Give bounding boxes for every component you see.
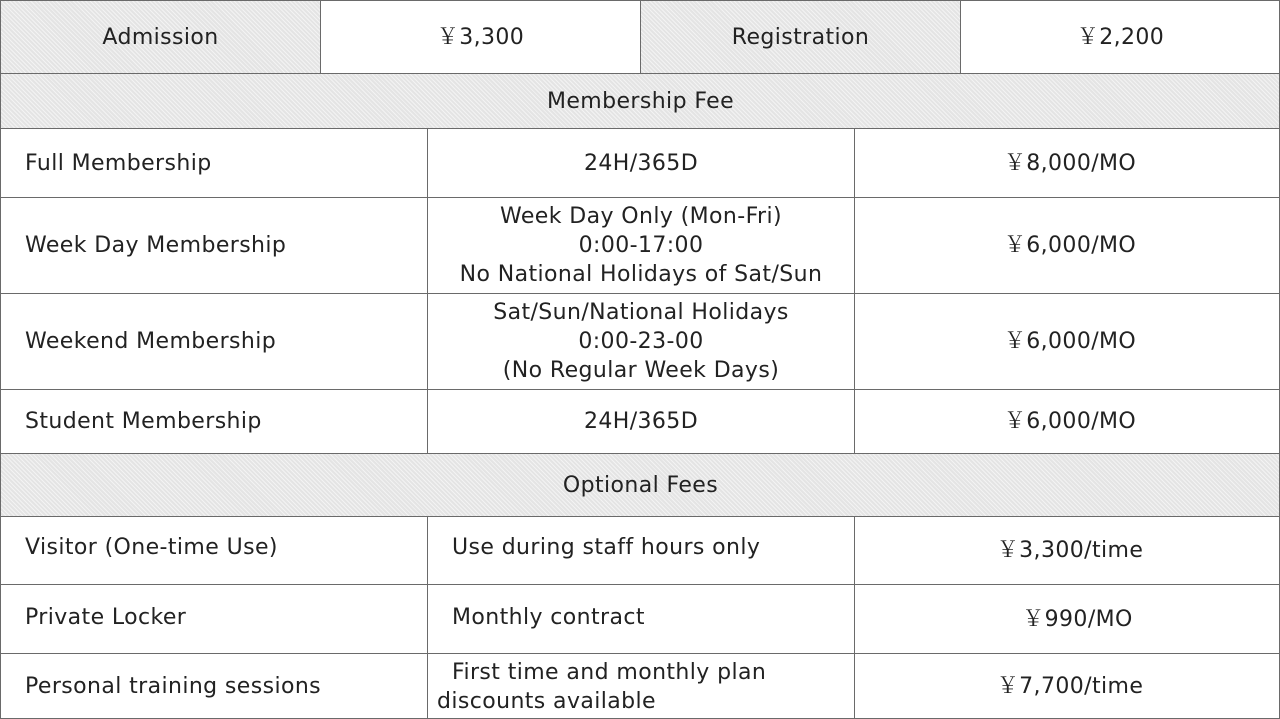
- admission-value: ￥3,300: [436, 25, 525, 50]
- registration-label-cell: [640, 0, 960, 74]
- option-name: Personal training sessions: [25, 674, 322, 699]
- detail-line: 24H/365D: [583, 409, 699, 434]
- table-row-visitor-price: [854, 516, 1280, 584]
- plan-price: ￥6,000/MO: [1003, 233, 1137, 258]
- table-row-weekend-membership-details: [427, 293, 854, 389]
- detail-line: No National Holidays of Sat/Sun: [459, 262, 823, 287]
- membership-fee-heading: Membership Fee: [546, 88, 735, 114]
- table-row-student-membership-name: [0, 389, 427, 453]
- plan-details: [584, 149, 698, 178]
- table-row-student-membership-price: [854, 389, 1280, 453]
- plan-details: [493, 298, 789, 385]
- plan-price: ￥8,000/MO: [1003, 150, 1137, 176]
- table-row-weekend-membership-price: [854, 293, 1280, 389]
- admission-label-cell: [0, 0, 320, 74]
- registration-value-cell: [960, 0, 1280, 74]
- detail-line: Week Day Only (Mon-Fri): [499, 204, 782, 229]
- table-row-student-membership-details: [427, 389, 854, 453]
- optional-fees-heading-cell: [0, 453, 1280, 516]
- table-row-weekday-membership-price: [854, 197, 1280, 293]
- plan-name: Week Day Membership: [25, 233, 287, 258]
- admission-label: Admission: [102, 25, 219, 50]
- membership-fee-heading-cell: [0, 73, 1280, 128]
- table-row-private-locker-price: [854, 584, 1280, 653]
- option-name: Visitor (One-time Use): [25, 535, 278, 560]
- plan-details: [584, 407, 698, 436]
- detail-line: 0:00-23-00: [578, 329, 704, 354]
- optional-fees-heading: Optional Fees: [562, 472, 719, 498]
- option-price: ￥3,300/time: [996, 538, 1144, 563]
- table-row-full-membership-price: [854, 128, 1280, 197]
- option-price: ￥7,700/time: [996, 674, 1144, 699]
- registration-label: Registration: [731, 25, 870, 50]
- table-row-visitor-details: [427, 516, 854, 584]
- table-row-full-membership-details: [427, 128, 854, 197]
- table-row-personal-training-name: [0, 653, 427, 719]
- plan-name: Student Membership: [25, 409, 262, 434]
- detail-line: 24H/365D: [583, 150, 699, 176]
- detail-line: 0:00-17:00: [578, 233, 704, 258]
- detail-line: Use during staff hours only: [452, 535, 761, 560]
- option-name: Private Locker: [25, 604, 187, 630]
- registration-value: ￥2,200: [1076, 25, 1165, 50]
- detail-line: (No Regular Week Days): [502, 358, 780, 383]
- admission-value-cell: [320, 0, 640, 74]
- detail-line: discounts available: [437, 688, 656, 714]
- table-row-visitor-name: [0, 516, 427, 584]
- table-row-personal-training-price: [854, 653, 1280, 719]
- table-row-weekday-membership-name: [0, 197, 427, 293]
- plan-name: Full Membership: [25, 150, 212, 176]
- table-row-personal-training-details: [427, 653, 854, 719]
- plan-details: [460, 202, 823, 289]
- table-row-full-membership-name: [0, 128, 427, 197]
- plan-name: Weekend Membership: [25, 329, 277, 354]
- detail-line: Monthly contract: [452, 604, 645, 630]
- plan-price: ￥6,000/MO: [1003, 329, 1137, 354]
- detail-line: First time and monthly plan: [452, 659, 767, 685]
- option-price: ￥990/MO: [1022, 606, 1133, 632]
- table-row-private-locker-details: [427, 584, 854, 653]
- detail-line: Sat/Sun/National Holidays: [493, 300, 789, 325]
- table-row-private-locker-name: [0, 584, 427, 653]
- option-details: [452, 603, 645, 632]
- table-row-weekend-membership-name: [0, 293, 427, 389]
- option-details: [437, 658, 766, 716]
- table-row-weekday-membership-details: [427, 197, 854, 293]
- plan-price: ￥6,000/MO: [1003, 409, 1137, 434]
- option-details: [452, 533, 760, 562]
